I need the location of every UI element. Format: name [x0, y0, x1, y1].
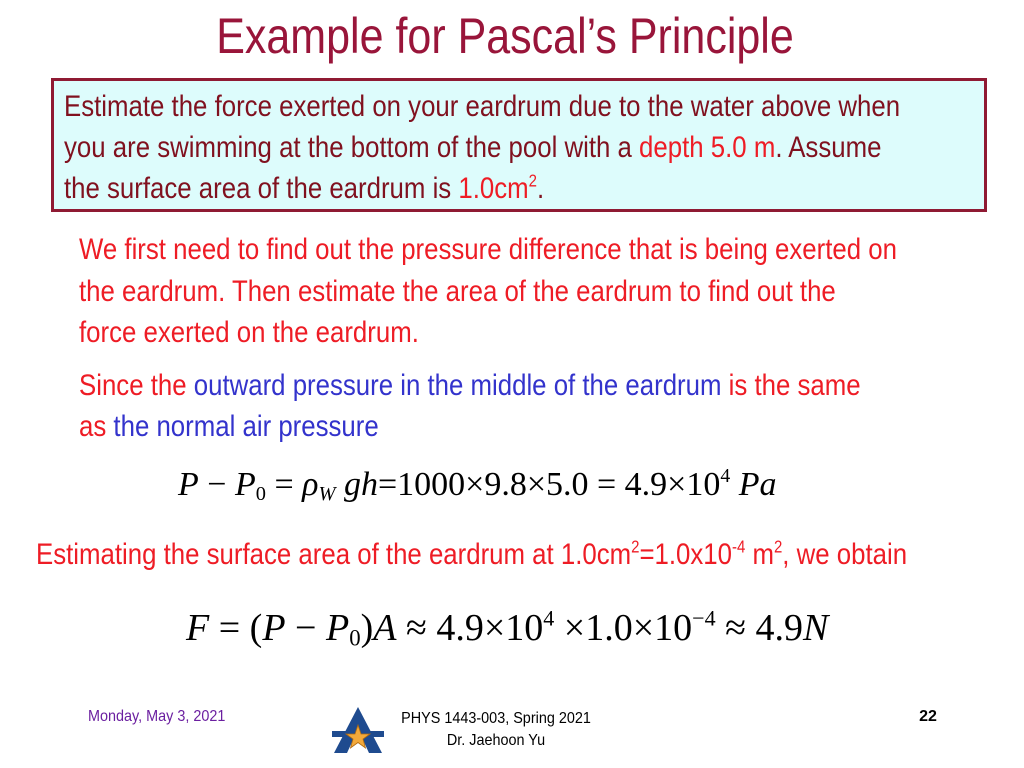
eq-operator: = ( [209, 607, 263, 649]
estimating-exponent: 2 [773, 536, 783, 557]
eq-unit: N [802, 607, 829, 649]
eq-value: ≈ 4.9×10 [396, 607, 544, 649]
eq-subscript: 0 [255, 483, 266, 506]
slide-title: Example for Pascal’s Principle [216, 8, 794, 64]
area-number: 1.0cm [458, 172, 529, 205]
since-text: is the same [721, 369, 861, 402]
problem-line-3 [64, 169, 544, 209]
eq-value: ≈ 4.9 [715, 607, 803, 649]
eq-symbol: gh [335, 466, 378, 503]
since-text: as [79, 410, 114, 443]
eq-symbol: P [234, 466, 256, 503]
problem-text: . Assume [775, 131, 882, 164]
course-name: PHYS 1443-003, Spring 2021 [401, 710, 591, 727]
footer-course [397, 708, 595, 752]
estimating-exponent: -4 [731, 536, 746, 557]
depth-value: depth 5.0 m [639, 131, 776, 164]
eq-symbol: A [373, 607, 397, 649]
area-exponent: 2 [528, 170, 537, 191]
problem-line-2 [64, 128, 881, 168]
eq-operator: = [265, 466, 303, 503]
problem-line-1: Estimate the force exerted on your eardrum due to the water above when [64, 90, 901, 123]
eq-exponent: −4 [692, 605, 716, 631]
eq-unit: Pa [730, 466, 777, 503]
eq-symbol: P [262, 607, 286, 649]
eq-operator: ) [360, 607, 374, 649]
eq-value: ×1.0×10 [554, 607, 693, 649]
eq-exponent: 4 [720, 465, 731, 488]
estimating-text: =1.0x10 [639, 538, 732, 571]
eq-subscript: W [318, 483, 336, 506]
problem-box [51, 78, 987, 212]
estimating-exponent: 2 [631, 536, 640, 557]
eq-symbol: P [325, 607, 350, 649]
pressure-equation [178, 466, 776, 504]
area-value [458, 172, 537, 205]
explanation-line-2: the eardrum. Then estimate the area of the eardrum to find out the [79, 275, 836, 308]
eq-operator: − [198, 466, 235, 503]
force-equation [186, 606, 828, 650]
estimating-line [36, 535, 907, 575]
since-line-2 [79, 407, 379, 447]
outward-pressure-text: outward pressure in the middle of the eardrum [193, 369, 722, 402]
problem-text: the surface area of the eardrum is [64, 172, 459, 205]
footer-date: Monday, May 3, 2021 [88, 708, 226, 725]
estimating-text: m [745, 538, 774, 571]
instructor-name: Dr. Jaehoon Yu [446, 732, 546, 749]
eq-symbol: P [178, 466, 199, 503]
eq-operator: − [285, 607, 326, 649]
eq-symbol: F [186, 607, 210, 649]
page-number: 22 [919, 708, 937, 725]
since-text: Since the [79, 369, 194, 402]
since-line-1 [79, 366, 861, 406]
problem-text: you are swimming at the bottom of the pool with a [64, 131, 640, 164]
problem-text: . [536, 172, 545, 205]
estimating-text: Estimating the surface area of the eardrum at 1.0cm [36, 538, 632, 571]
normal-air-pressure-text: the normal air pressure [113, 410, 379, 443]
explanation-line-3: force exerted on the eardrum. [79, 316, 419, 349]
eq-exponent: 4 [543, 605, 555, 631]
eq-subscript: 0 [349, 625, 361, 651]
uta-logo-icon [330, 705, 386, 755]
estimating-text: , we obtain [782, 538, 908, 571]
explanation-line-1: We first need to find out the pressure difference that is being exerted on [79, 233, 897, 266]
eq-symbol: ρ [302, 466, 319, 503]
eq-value: =1000×9.8×5.0 = 4.9×10 [377, 466, 721, 503]
